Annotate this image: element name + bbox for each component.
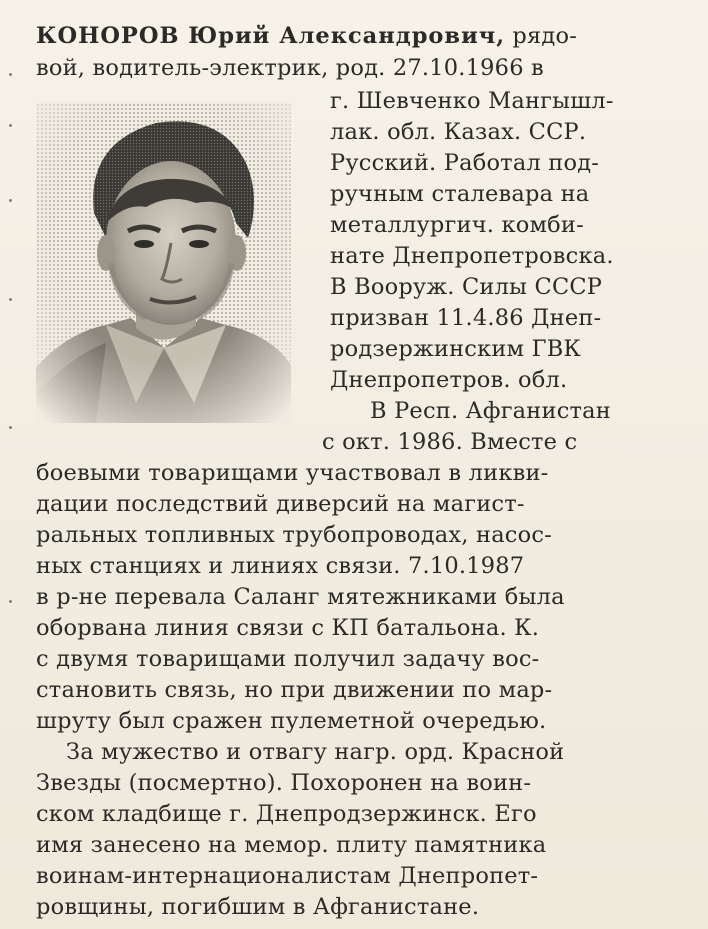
entry-header-rest: рядо- [505,23,578,49]
scan-speck [9,124,12,127]
entry-text-line: Русский. Работал под- [330,150,600,176]
entry-text-line: имя занесено на мемор. плиту памятника [36,832,547,858]
entry-header-line [36,21,672,51]
entry-text-line: оборвана линия связи с КП батальона. К. [36,615,540,641]
entry-text-line: боевыми товарищами участвовал в ликви- [36,460,549,486]
entry-surname-name: КОНОРОВ Юрий Александрович, [36,23,506,49]
entry-text-line: ском кладбище г. Днепродзержинск. Его [36,801,537,827]
entry-text-line: родзержинским ГВК [330,336,582,362]
entry-text-line: Звезды (посмертно). Похоронен на воин- [36,770,532,796]
entry-text-line: ровщины, погибшим в Афганистане. [36,894,480,920]
entry-text-line: металлургич. комби- [330,212,584,238]
scan-speck [9,298,12,301]
entry-text-line: с двумя товарищами получил задачу вос- [36,646,540,672]
entry-text-line: становить связь, но при движении по мар- [36,677,553,703]
portrait-photo [36,103,291,423]
entry-text-line: В Вооруж. Силы СССР [330,274,603,300]
entry-text-line: ральных топливных трубопроводах, насос- [36,522,552,548]
entry-text-line: призван 11.4.86 Днеп- [330,305,602,331]
entry-text-line: в р-не перевала Саланг мятежниками была [36,584,565,610]
entry-text-line: лак. обл. Казах. ССР. [330,119,587,145]
entry-text-line: ных станциях и линиях связи. 7.10.1987 [36,553,525,579]
entry-text-line: с окт. 1986. Вместе с [322,429,578,455]
entry-text-line: воинам-интернационалистам Днепропет- [36,863,539,889]
scan-speck [9,73,12,76]
entry-text-line: нате Днепропетровска. [330,243,614,269]
scan-speck [9,426,12,429]
entry-text-line: шруту был сражен пулеметной очередью. [36,708,547,734]
entry-text-line: дации последствий диверсий на магист- [36,491,525,517]
scan-speck [9,199,12,202]
entry-paragraph-start: В Респ. Афганистан [370,398,611,424]
portrait-image [36,103,291,423]
entry-text-line: Днепропетров. обл. [330,367,568,393]
entry-text-line: ручным сталевара на [330,181,590,207]
entry-text-line: г. Шевченко Мангышл- [330,88,614,114]
entry-paragraph-start: За мужество и отвагу нагр. орд. Красной [66,739,565,765]
scan-speck [9,600,12,603]
entry-text-line: вой, водитель-электрик, род. 27.10.1966 в [36,55,544,81]
